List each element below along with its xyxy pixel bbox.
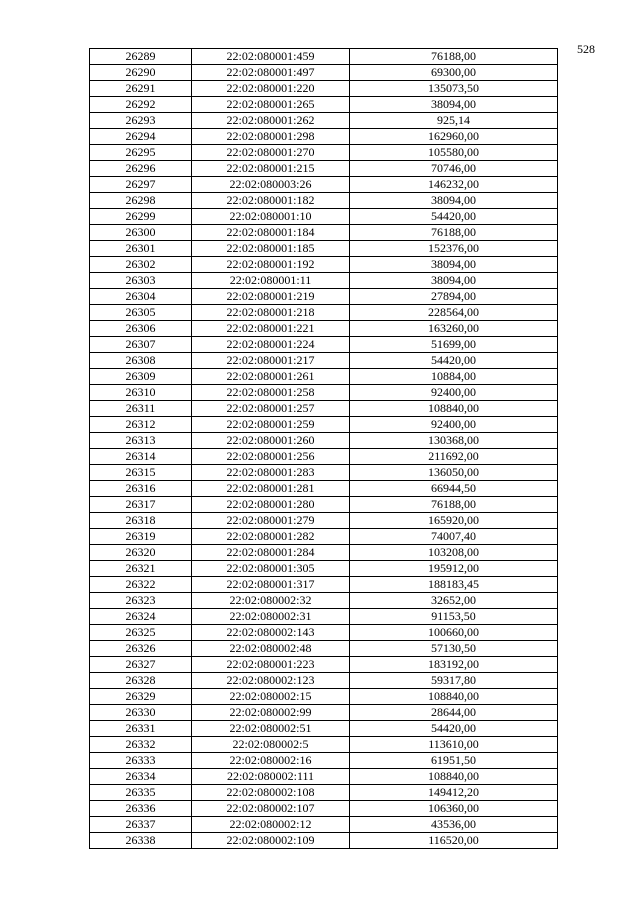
table-row <box>90 401 558 417</box>
amount-cell: 76188,00 <box>350 497 558 513</box>
cadastral-number-cell: 22:02:080001:298 <box>192 129 350 145</box>
amount-cell: 92400,00 <box>350 385 558 401</box>
cadastral-number-cell: 22:02:080002:16 <box>192 753 350 769</box>
cadastral-number-cell: 22:02:080001:265 <box>192 97 350 113</box>
table-row <box>90 641 558 657</box>
cadastral-number-cell: 22:02:080001:284 <box>192 545 350 561</box>
amount-cell: 152376,00 <box>350 241 558 257</box>
cadastral-number-cell: 22:02:080001:223 <box>192 657 350 673</box>
cadastral-number-cell: 22:02:080001:220 <box>192 81 350 97</box>
page-number: 528 <box>577 42 595 56</box>
row-number-cell: 26322 <box>90 577 192 593</box>
table-row <box>90 705 558 721</box>
amount-cell: 28644,00 <box>350 705 558 721</box>
amount-cell: 10884,00 <box>350 369 558 385</box>
cadastral-number-cell: 22:02:080001:283 <box>192 465 350 481</box>
row-number-cell: 26292 <box>90 97 192 113</box>
amount-cell: 100660,00 <box>350 625 558 641</box>
cadastral-number-cell: 22:02:080001:218 <box>192 305 350 321</box>
amount-cell: 76188,00 <box>350 49 558 65</box>
row-number-cell: 26337 <box>90 817 192 833</box>
cadastral-number-cell: 22:02:080001:185 <box>192 241 350 257</box>
table-row <box>90 609 558 625</box>
amount-cell: 228564,00 <box>350 305 558 321</box>
amount-cell: 183192,00 <box>350 657 558 673</box>
cadastral-number-cell: 22:02:080001:221 <box>192 321 350 337</box>
row-number-cell: 26305 <box>90 305 192 321</box>
table-row <box>90 673 558 689</box>
table-row <box>90 465 558 481</box>
table-row <box>90 161 558 177</box>
row-number-cell: 26296 <box>90 161 192 177</box>
table-row <box>90 817 558 833</box>
amount-cell: 108840,00 <box>350 689 558 705</box>
row-number-cell: 26331 <box>90 721 192 737</box>
amount-cell: 38094,00 <box>350 193 558 209</box>
row-number-cell: 26317 <box>90 497 192 513</box>
amount-cell: 54420,00 <box>350 209 558 225</box>
cadastral-number-cell: 22:02:080002:99 <box>192 705 350 721</box>
row-number-cell: 26297 <box>90 177 192 193</box>
row-number-cell: 26336 <box>90 801 192 817</box>
registry-table-body <box>90 49 558 849</box>
row-number-cell: 26328 <box>90 673 192 689</box>
table-row <box>90 369 558 385</box>
cadastral-number-cell: 22:02:080002:15 <box>192 689 350 705</box>
cadastral-number-cell: 22:02:080001:182 <box>192 193 350 209</box>
cadastral-number-cell: 22:02:080002:5 <box>192 737 350 753</box>
amount-cell: 108840,00 <box>350 769 558 785</box>
row-number-cell: 26334 <box>90 769 192 785</box>
row-number-cell: 26312 <box>90 417 192 433</box>
cadastral-number-cell: 22:02:080001:215 <box>192 161 350 177</box>
amount-cell: 32652,00 <box>350 593 558 609</box>
amount-cell: 211692,00 <box>350 449 558 465</box>
cadastral-number-cell: 22:02:080002:48 <box>192 641 350 657</box>
table-row <box>90 49 558 65</box>
amount-cell: 51699,00 <box>350 337 558 353</box>
row-number-cell: 26299 <box>90 209 192 225</box>
table-row <box>90 433 558 449</box>
cadastral-number-cell: 22:02:080001:258 <box>192 385 350 401</box>
amount-cell: 106360,00 <box>350 801 558 817</box>
amount-cell: 162960,00 <box>350 129 558 145</box>
amount-cell: 163260,00 <box>350 321 558 337</box>
row-number-cell: 26319 <box>90 529 192 545</box>
row-number-cell: 26329 <box>90 689 192 705</box>
table-row <box>90 305 558 321</box>
amount-cell: 43536,00 <box>350 817 558 833</box>
table-row <box>90 417 558 433</box>
cadastral-number-cell: 22:02:080002:143 <box>192 625 350 641</box>
amount-cell: 165920,00 <box>350 513 558 529</box>
cadastral-number-cell: 22:02:080001:11 <box>192 273 350 289</box>
amount-cell: 54420,00 <box>350 353 558 369</box>
cadastral-number-cell: 22:02:080002:51 <box>192 721 350 737</box>
amount-cell: 91153,50 <box>350 609 558 625</box>
row-number-cell: 26318 <box>90 513 192 529</box>
amount-cell: 76188,00 <box>350 225 558 241</box>
row-number-cell: 26327 <box>90 657 192 673</box>
table-row <box>90 193 558 209</box>
table-row <box>90 257 558 273</box>
cadastral-number-cell: 22:02:080002:111 <box>192 769 350 785</box>
cadastral-number-cell: 22:02:080002:31 <box>192 609 350 625</box>
table-row <box>90 321 558 337</box>
table-row <box>90 657 558 673</box>
cadastral-number-cell: 22:02:080001:259 <box>192 417 350 433</box>
row-number-cell: 26323 <box>90 593 192 609</box>
table-row <box>90 145 558 161</box>
table-row <box>90 129 558 145</box>
amount-cell: 59317,80 <box>350 673 558 689</box>
row-number-cell: 26307 <box>90 337 192 353</box>
row-number-cell: 26304 <box>90 289 192 305</box>
amount-cell: 116520,00 <box>350 833 558 849</box>
row-number-cell: 26330 <box>90 705 192 721</box>
table-row <box>90 833 558 849</box>
row-number-cell: 26291 <box>90 81 192 97</box>
registry-table <box>89 48 558 849</box>
table-row <box>90 737 558 753</box>
cadastral-number-cell: 22:02:080001:184 <box>192 225 350 241</box>
cadastral-number-cell: 22:02:080001:256 <box>192 449 350 465</box>
cadastral-number-cell: 22:02:080001:224 <box>192 337 350 353</box>
amount-cell: 149412,20 <box>350 785 558 801</box>
row-number-cell: 26326 <box>90 641 192 657</box>
table-row <box>90 753 558 769</box>
row-number-cell: 26293 <box>90 113 192 129</box>
table-row <box>90 353 558 369</box>
table-row <box>90 337 558 353</box>
cadastral-number-cell: 22:02:080001:192 <box>192 257 350 273</box>
row-number-cell: 26309 <box>90 369 192 385</box>
amount-cell: 105580,00 <box>350 145 558 161</box>
row-number-cell: 26315 <box>90 465 192 481</box>
table-row <box>90 385 558 401</box>
row-number-cell: 26324 <box>90 609 192 625</box>
table-row <box>90 65 558 81</box>
cadastral-number-cell: 22:02:080001:219 <box>192 289 350 305</box>
row-number-cell: 26314 <box>90 449 192 465</box>
amount-cell: 66944,50 <box>350 481 558 497</box>
cadastral-number-cell: 22:02:080001:217 <box>192 353 350 369</box>
row-number-cell: 26289 <box>90 49 192 65</box>
row-number-cell: 26298 <box>90 193 192 209</box>
row-number-cell: 26316 <box>90 481 192 497</box>
cadastral-number-cell: 22:02:080001:262 <box>192 113 350 129</box>
table-row <box>90 273 558 289</box>
table-row <box>90 209 558 225</box>
cadastral-number-cell: 22:02:080001:497 <box>192 65 350 81</box>
amount-cell: 27894,00 <box>350 289 558 305</box>
table-row <box>90 785 558 801</box>
cadastral-number-cell: 22:02:080002:109 <box>192 833 350 849</box>
amount-cell: 92400,00 <box>350 417 558 433</box>
cadastral-number-cell: 22:02:080001:261 <box>192 369 350 385</box>
table-row <box>90 769 558 785</box>
table-row <box>90 97 558 113</box>
row-number-cell: 26294 <box>90 129 192 145</box>
amount-cell: 195912,00 <box>350 561 558 577</box>
table-row <box>90 113 558 129</box>
row-number-cell: 26338 <box>90 833 192 849</box>
cadastral-number-cell: 22:02:080001:260 <box>192 433 350 449</box>
amount-cell: 188183,45 <box>350 577 558 593</box>
cadastral-number-cell: 22:02:080001:459 <box>192 49 350 65</box>
row-number-cell: 26302 <box>90 257 192 273</box>
row-number-cell: 26335 <box>90 785 192 801</box>
table-row <box>90 225 558 241</box>
row-number-cell: 26303 <box>90 273 192 289</box>
amount-cell: 70746,00 <box>350 161 558 177</box>
table-row <box>90 545 558 561</box>
amount-cell: 925,14 <box>350 113 558 129</box>
cadastral-number-cell: 22:02:080002:123 <box>192 673 350 689</box>
table-row <box>90 289 558 305</box>
row-number-cell: 26290 <box>90 65 192 81</box>
row-number-cell: 26333 <box>90 753 192 769</box>
amount-cell: 57130,50 <box>350 641 558 657</box>
row-number-cell: 26308 <box>90 353 192 369</box>
table-row <box>90 241 558 257</box>
row-number-cell: 26311 <box>90 401 192 417</box>
row-number-cell: 26313 <box>90 433 192 449</box>
amount-cell: 54420,00 <box>350 721 558 737</box>
row-number-cell: 26332 <box>90 737 192 753</box>
amount-cell: 38094,00 <box>350 97 558 113</box>
cadastral-number-cell: 22:02:080001:280 <box>192 497 350 513</box>
table-row <box>90 449 558 465</box>
cadastral-number-cell: 22:02:080001:10 <box>192 209 350 225</box>
cadastral-number-cell: 22:02:080001:279 <box>192 513 350 529</box>
row-number-cell: 26300 <box>90 225 192 241</box>
row-number-cell: 26321 <box>90 561 192 577</box>
cadastral-number-cell: 22:02:080001:257 <box>192 401 350 417</box>
table-row <box>90 801 558 817</box>
amount-cell: 113610,00 <box>350 737 558 753</box>
cadastral-number-cell: 22:02:080002:108 <box>192 785 350 801</box>
table-row <box>90 481 558 497</box>
cadastral-number-cell: 22:02:080002:12 <box>192 817 350 833</box>
amount-cell: 74007,40 <box>350 529 558 545</box>
amount-cell: 38094,00 <box>350 257 558 273</box>
table-row <box>90 513 558 529</box>
table-row <box>90 721 558 737</box>
cadastral-number-cell: 22:02:080001:317 <box>192 577 350 593</box>
cadastral-number-cell: 22:02:080001:282 <box>192 529 350 545</box>
amount-cell: 38094,00 <box>350 273 558 289</box>
amount-cell: 135073,50 <box>350 81 558 97</box>
table-row <box>90 593 558 609</box>
amount-cell: 61951,50 <box>350 753 558 769</box>
cadastral-number-cell: 22:02:080001:270 <box>192 145 350 161</box>
amount-cell: 108840,00 <box>350 401 558 417</box>
cadastral-number-cell: 22:02:080003:26 <box>192 177 350 193</box>
table-row <box>90 577 558 593</box>
table-row <box>90 529 558 545</box>
cadastral-number-cell: 22:02:080001:281 <box>192 481 350 497</box>
table-row <box>90 561 558 577</box>
amount-cell: 130368,00 <box>350 433 558 449</box>
cadastral-number-cell: 22:02:080001:305 <box>192 561 350 577</box>
table-row <box>90 177 558 193</box>
row-number-cell: 26310 <box>90 385 192 401</box>
table-row <box>90 81 558 97</box>
amount-cell: 136050,00 <box>350 465 558 481</box>
table-row <box>90 497 558 513</box>
amount-cell: 146232,00 <box>350 177 558 193</box>
cadastral-number-cell: 22:02:080002:32 <box>192 593 350 609</box>
table-row <box>90 689 558 705</box>
row-number-cell: 26301 <box>90 241 192 257</box>
row-number-cell: 26295 <box>90 145 192 161</box>
cadastral-number-cell: 22:02:080002:107 <box>192 801 350 817</box>
row-number-cell: 26325 <box>90 625 192 641</box>
amount-cell: 103208,00 <box>350 545 558 561</box>
amount-cell: 69300,00 <box>350 65 558 81</box>
row-number-cell: 26320 <box>90 545 192 561</box>
row-number-cell: 26306 <box>90 321 192 337</box>
table-row <box>90 625 558 641</box>
